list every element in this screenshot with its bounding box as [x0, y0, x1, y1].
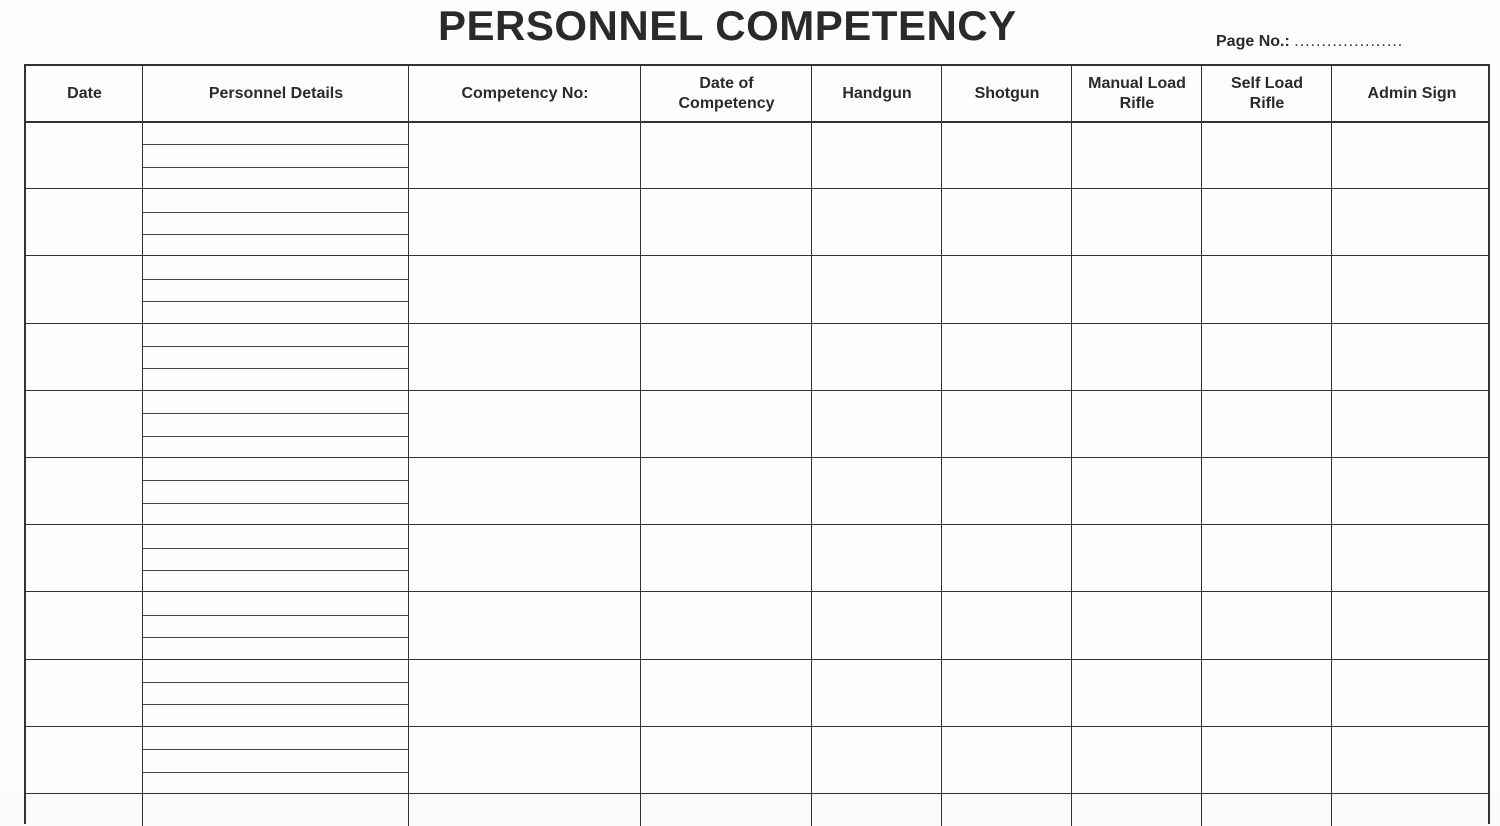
personnel-detail-line[interactable]: [143, 503, 409, 504]
page-number-blank[interactable]: ....................: [1294, 33, 1404, 50]
competency-table: [24, 64, 1490, 824]
personnel-detail-line[interactable]: [143, 682, 409, 683]
form-title: PERSONNEL COMPETENCY: [438, 2, 1017, 49]
header-label: Self Load Rifle: [1230, 75, 1303, 112]
personnel-detail-line[interactable]: [143, 704, 409, 705]
personnel-detail-line[interactable]: [143, 637, 409, 638]
header-label: Date of Competency: [678, 75, 775, 112]
personnel-detail-line[interactable]: [143, 301, 409, 302]
page-number-field[interactable]: [1216, 33, 1403, 51]
personnel-detail-line[interactable]: [143, 436, 409, 437]
personnel-detail-line[interactable]: [143, 480, 409, 481]
personnel-detail-line[interactable]: [143, 144, 409, 145]
header-competency-no: [409, 66, 641, 122]
column-divider: [1331, 66, 1332, 826]
column-divider: [142, 66, 143, 826]
personnel-detail-line[interactable]: [143, 368, 409, 369]
header-shotgun: [942, 66, 1072, 122]
row-divider: [26, 726, 1488, 727]
header-handgun: [812, 66, 942, 122]
header-label: Personnel Details: [208, 85, 344, 102]
personnel-detail-line[interactable]: [143, 279, 409, 280]
header-admin-sign: [1332, 66, 1492, 122]
page-number-label: Page No.:: [1216, 33, 1290, 50]
row-divider: [26, 524, 1488, 525]
row-divider: [26, 591, 1488, 592]
column-divider: [1071, 66, 1072, 826]
header-self-load-rifle: [1202, 66, 1332, 122]
column-divider: [811, 66, 812, 826]
personnel-detail-line[interactable]: [143, 772, 409, 773]
personnel-detail-line[interactable]: [143, 167, 409, 168]
header-date: [26, 66, 143, 122]
row-divider: [26, 659, 1488, 660]
personnel-detail-line[interactable]: [143, 548, 409, 549]
header-label: Manual Load Rifle: [1088, 75, 1186, 112]
row-divider: [26, 255, 1488, 256]
personnel-detail-line[interactable]: [143, 570, 409, 571]
header-label: Admin Sign: [1367, 85, 1457, 102]
personnel-detail-line[interactable]: [143, 749, 409, 750]
column-divider: [941, 66, 942, 826]
row-divider: [26, 323, 1488, 324]
personnel-detail-line[interactable]: [143, 234, 409, 235]
personnel-detail-line[interactable]: [143, 413, 409, 414]
column-divider: [1201, 66, 1202, 826]
row-divider: [26, 188, 1488, 189]
row-divider: [26, 457, 1488, 458]
column-divider: [408, 66, 409, 826]
header-label: Handgun: [842, 85, 912, 102]
personnel-detail-line[interactable]: [143, 615, 409, 616]
header-label: Competency No:: [461, 85, 589, 102]
header-label: Date: [67, 85, 102, 102]
header-divider: [26, 121, 1488, 123]
header-personnel: [143, 66, 409, 122]
header-date-of-competency: [641, 66, 812, 122]
header-manual-load-rifle: [1072, 66, 1202, 122]
row-divider: [26, 793, 1488, 794]
row-divider: [26, 390, 1488, 391]
column-divider: [640, 66, 641, 826]
header-label: Shotgun: [974, 85, 1040, 102]
personnel-detail-line[interactable]: [143, 346, 409, 347]
personnel-detail-line[interactable]: [143, 212, 409, 213]
